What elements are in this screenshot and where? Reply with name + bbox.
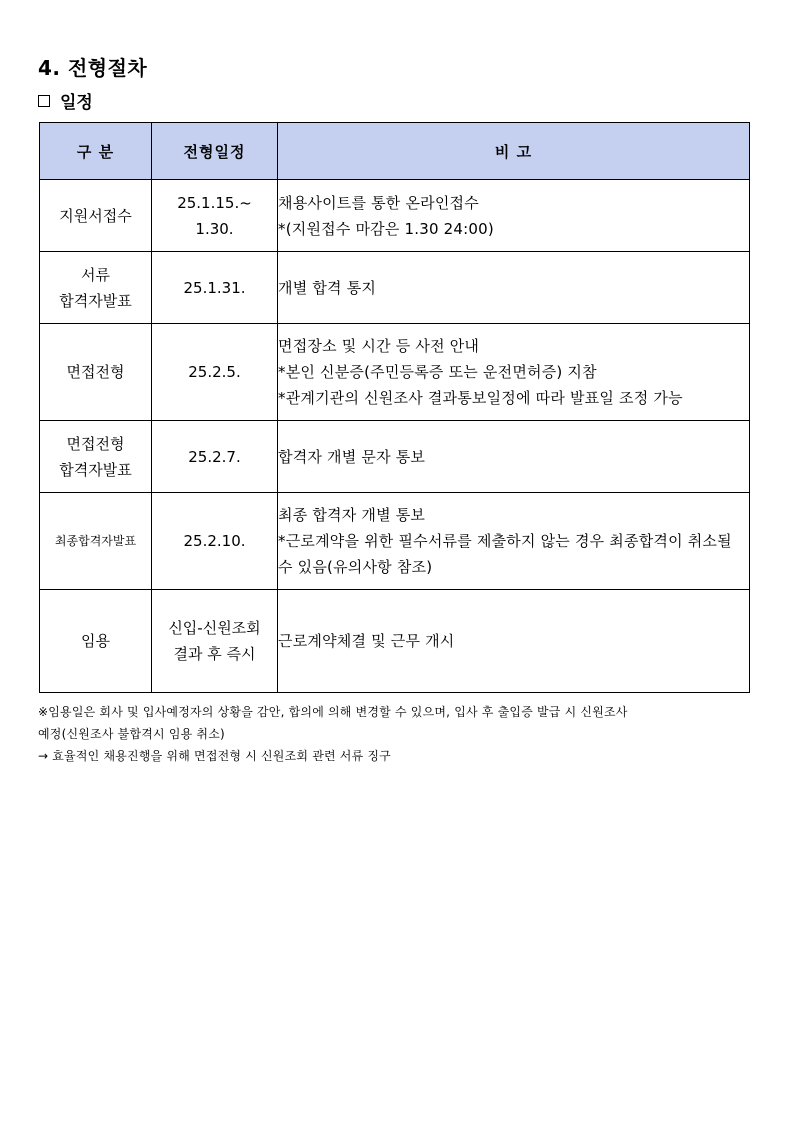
- category-text: 면접전형: [66, 363, 125, 381]
- note-text: 합격자 개별 문자 통보: [278, 447, 426, 466]
- note-text: *근로계약을 위한 필수서류를 제출하지 않는 경우 최종합격이 취소될 수 있음(유의사항 참조): [278, 532, 732, 576]
- note-cell: [278, 180, 750, 252]
- category-text: 임용: [81, 632, 110, 650]
- table-row: [40, 252, 750, 324]
- category-cell: [40, 252, 152, 324]
- category-cell: [40, 590, 152, 693]
- date-text: 25.1.31.: [183, 278, 246, 297]
- table-row: [40, 324, 750, 421]
- date-text: 25.1.15.~: [177, 193, 252, 212]
- date-cell: [152, 324, 278, 421]
- category-text: 합격자발표: [59, 460, 132, 479]
- table-row: [40, 180, 750, 252]
- table-header-row: [40, 123, 750, 180]
- date-cell: [152, 493, 278, 590]
- note-cell: [278, 421, 750, 493]
- subsection-title: [38, 88, 93, 113]
- date-text: 1.30.: [195, 219, 234, 238]
- note-text: *관계기관의 신원조사 결과통보일정에 따라 발표일 조정 가능: [278, 389, 683, 407]
- note-cell: [278, 324, 750, 421]
- category-text: 지원서접수: [59, 206, 132, 225]
- note-cell: [278, 493, 750, 590]
- category-text: 최종합격자발표: [54, 534, 137, 548]
- date-text: 25.2.5.: [188, 363, 241, 381]
- note-text: 면접장소 및 시간 등 사전 안내: [278, 337, 480, 355]
- schedule-table: [39, 122, 750, 693]
- table-row: [40, 590, 750, 693]
- category-cell: [40, 180, 152, 252]
- date-text: 결과 후 즉시: [173, 645, 256, 663]
- subsection-title-text: 일정: [60, 93, 93, 113]
- footnote-text: 예정(신원조사 불합격시 임용 취소): [38, 727, 225, 741]
- category-cell: [40, 493, 152, 590]
- date-cell: [152, 590, 278, 693]
- checkbox-icon: [38, 95, 50, 107]
- date-cell: [152, 252, 278, 324]
- note-text: 근로계약체결 및 근무 개시: [278, 632, 455, 650]
- footnotes: [38, 701, 750, 767]
- date-text: 25.2.7.: [188, 447, 241, 466]
- note-cell: [278, 590, 750, 693]
- note-text: 최종 합격자 개별 통보: [278, 506, 426, 524]
- header-category: 구 분: [40, 123, 152, 180]
- table-row: [40, 493, 750, 590]
- note-text: *(지원접수 마감은 1.30 24:00): [278, 219, 494, 238]
- category-text: 서류: [81, 265, 110, 284]
- note-text: 개별 합격 통지: [278, 278, 377, 297]
- date-text: 신입-신원조회: [168, 619, 261, 637]
- header-note: 비 고: [278, 123, 750, 180]
- category-text: 면접전형: [66, 434, 125, 453]
- header-date: 전형일정: [152, 123, 278, 180]
- section-title: 4. 전형절차: [38, 56, 148, 80]
- date-cell: [152, 421, 278, 493]
- date-cell: [152, 180, 278, 252]
- table-row: [40, 421, 750, 493]
- note-cell: [278, 252, 750, 324]
- date-text: 25.2.10.: [183, 532, 246, 550]
- category-cell: [40, 324, 152, 421]
- footnote-text: → 효율적인 채용진행을 위해 면접전형 시 신원조회 관련 서류 징구: [38, 749, 391, 763]
- note-text: 채용사이트를 통한 온라인접수: [278, 193, 479, 212]
- footnote-text: ※임용일은 회사 및 입사예정자의 상황을 감안, 합의에 의해 변경할 수 있으며, 입사 후 출입증 발급 시 신원조사: [38, 705, 628, 719]
- note-text: *본인 신분증(주민등록증 또는 운전면허증) 지참: [278, 363, 597, 381]
- category-text: 합격자발표: [59, 291, 132, 310]
- category-cell: [40, 421, 152, 493]
